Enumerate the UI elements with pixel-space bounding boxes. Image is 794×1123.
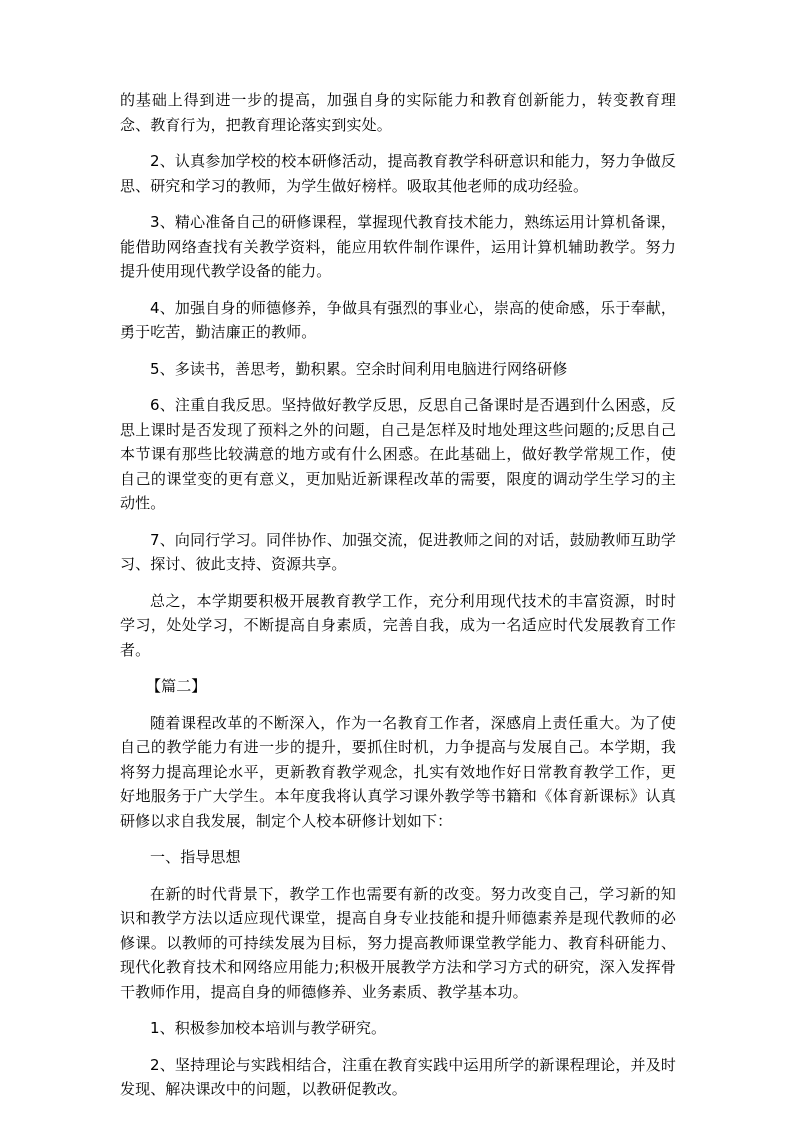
paragraph-list-item-1: 1、积极参加校本培训与教学研究。 bbox=[150, 1019, 387, 1037]
paragraph-item-4: 4、加强自身的师德修养，争做具有强烈的事业心，崇高的使命感，乐于奉献，勇于吃苦，勤洁廉正的教师。 bbox=[120, 298, 676, 341]
paragraph-item-5: 5、多读书，善思考，勤积累。空余时间利用电脑进行网络研修 bbox=[150, 359, 568, 378]
paragraph-item-6: 6、注重自我反思。坚持做好教学反思，反思自己备课时是否遇到什么困惑，反思上课时是否发现了预料之外的问题，自己是怎样及时地处理这些问题的;反思自己本节课有那些比较满意的地方或有什么困惑。在此基础上，做好教学常规工作，使自己的课堂变的更有意义，更加贴近新课程改革的需要，限度的调动学生学习的主动性。 bbox=[120, 396, 676, 512]
paragraph-item-7: 7、向同行学习。同伴协作、加强交流，促进教师之间的对话，鼓励教师互助学习、探讨、彼此支持、资源共享。 bbox=[120, 530, 676, 573]
paragraph-item-3: 3、精心准备自己的研修课程，掌握现代教育技术能力，熟练运用计算机备课，能借助网络查找有关教学资料，能应用软件制作课件，运用计算机辅助教学。努力提升使用现代教学设备的能力。 bbox=[120, 213, 676, 280]
paragraph-list-item-2: 2、坚持理论与实践相结合，注重在教育实践中运用所学的新课程理论，并及时发现、解决课改中的问题，以教研促教改。 bbox=[120, 1055, 676, 1098]
paragraph-guiding-ideology: 在新的时代背景下，教学工作也需要有新的改变。努力改变自己，学习新的知识和教学方法以适应现代课堂，提高自身专业技能和提升师德素养是现代教师的必修课。以教师的可持续发展为目标，努力提高教师课堂教学能力、教育科研能力、现代化教育技术和网络应用能力;积极开展教学方法和学习方式的研究，深入发挥骨干教师作用，提高自身的师德修养、业务素质、教学基本功。 bbox=[120, 884, 676, 1001]
document-page bbox=[120, 88, 676, 1114]
section-heading-guiding-ideology: 一、指导思想 bbox=[150, 848, 241, 866]
paragraph-continuation: 的基础上得到进一步的提高，加强自身的实际能力和教育创新能力，转变教育理念、教育行为，把教育理论落实到实处。 bbox=[120, 91, 676, 134]
paragraph-item-2: 2、认真参加学校的校本研修活动，提高教育教学科研意识和能力，努力争做反思、研究和学习的教师，为学生做好榜样。吸取其他老师的成功经验。 bbox=[120, 152, 676, 195]
section-title-part-two: 【篇二】 bbox=[146, 677, 207, 695]
paragraph-intro: 随着课程改革的不断深入，作为一名教育工作者，深感肩上责任重大。为了使自己的教学能力有进一步的提升，要抓住时机，力争提高与发展自己。本学期，我将努力提高理论水平，更新教育教学观念，扎实有效地作好日常教育教学工作，更好地服务于广大学生。本年度我将认真学习课外教学等书籍和《体育新课标》认真研修以求自我发展，制定个人校本研修计划如下： bbox=[120, 713, 676, 830]
paragraph-summary: 总之，本学期要积极开展教育教学工作，充分利用现代技术的丰富资源，时时学习，处处学习，不断提高自身素质，完善自我，成为一名适应时代发展教育工作者。 bbox=[120, 591, 676, 659]
